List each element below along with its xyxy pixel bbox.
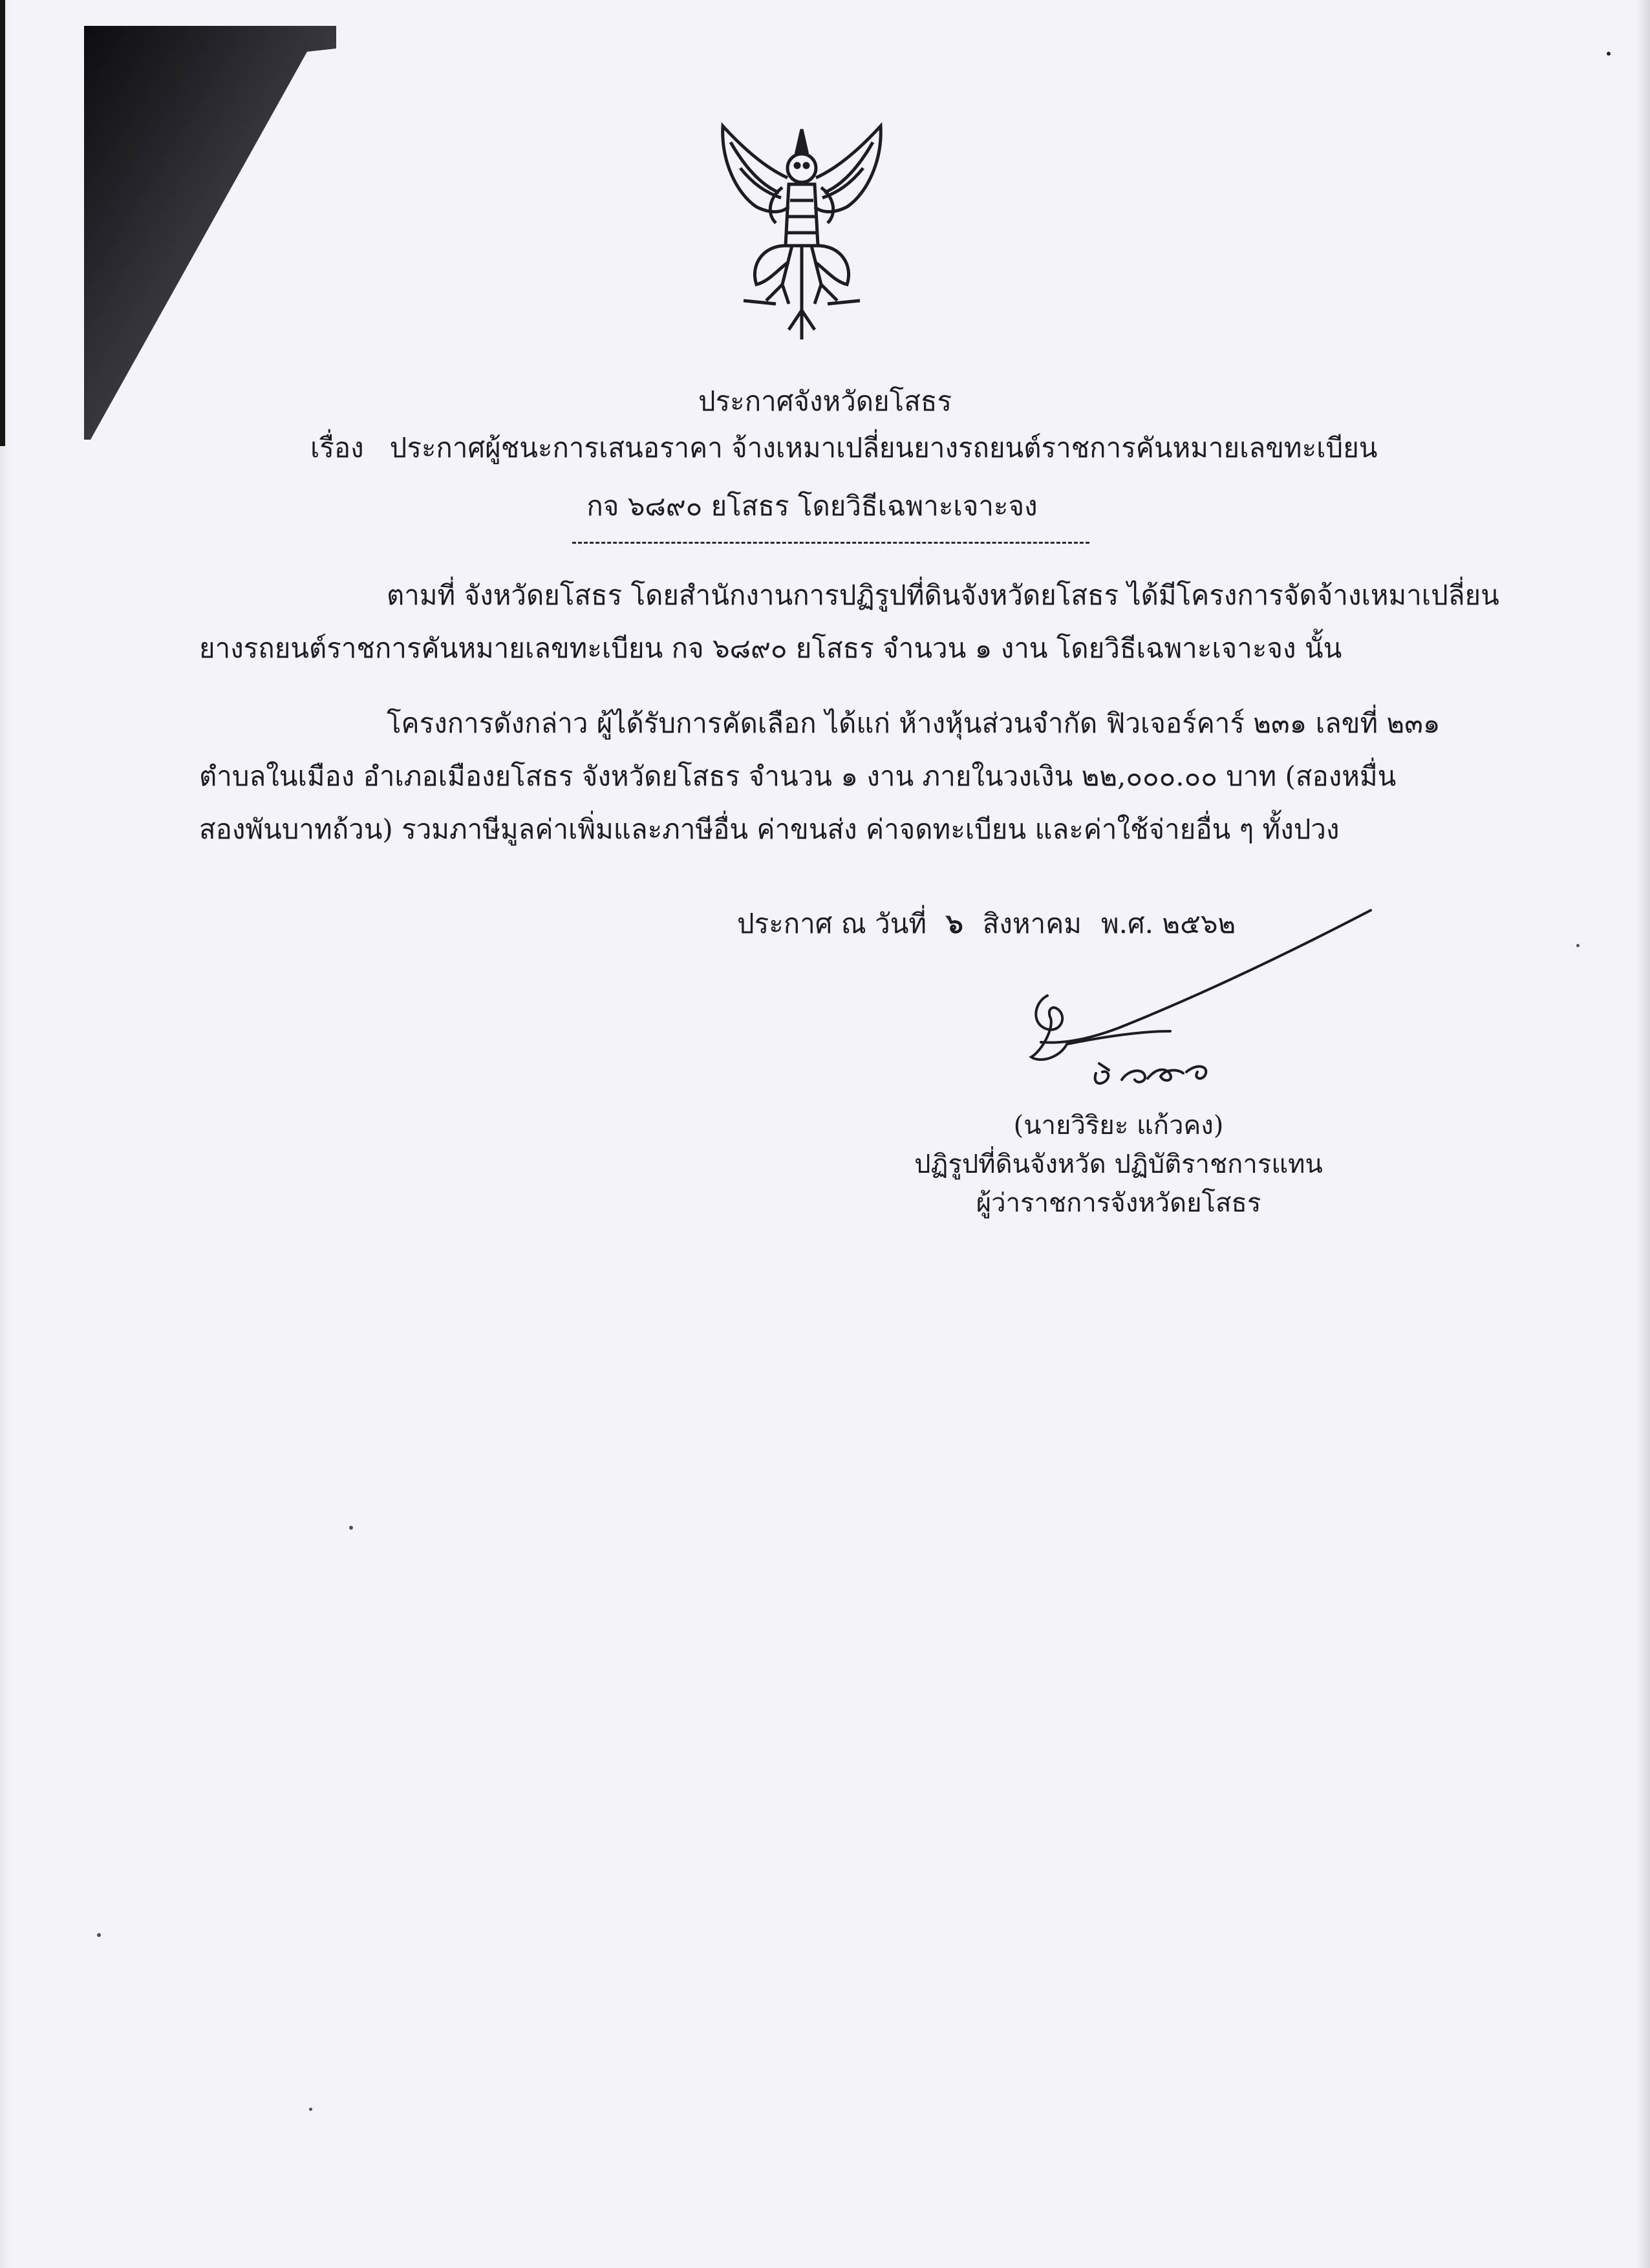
scan-speck — [1576, 944, 1580, 947]
date-day: ๖ — [946, 908, 963, 939]
garuda-emblem-icon — [705, 116, 899, 356]
paragraph-1-line-1: ตามที่ จังหวัดยโสธร โดยสำนักงานการปฏิรูปที่ดินจังหวัดยโสธร ได้มีโครงการจัดจ้างเหมาเปลี่ยน — [387, 579, 1499, 611]
date-year: พ.ศ. ๒๕๖๒ — [1100, 908, 1236, 939]
scan-right-edge — [1637, 0, 1650, 2268]
handwritten-signature — [970, 899, 1384, 1112]
scan-speck — [97, 1933, 101, 1937]
separator-line — [572, 542, 1089, 544]
date-prefix: ประกาศ ณ วันที่ — [737, 908, 927, 939]
paragraph-2-line-1: โครงการดังกล่าว ผู้ได้รับการคัดเลือก ได้แก่ ห้างหุ้นส่วนจำกัด ฟิวเจอร์คาร์ ๒๓๑ เลขที่ ๒๓๑ — [387, 707, 1441, 739]
paragraph-1-line-2: ยางรถยนต์ราชการคันหมายเลขทะเบียน กจ ๖๘๙๐ ยโสธร จำนวน ๑ งาน โดยวิธีเฉพาะเจาะจง นั้น — [199, 632, 1342, 664]
document-title: ประกาศจังหวัดยโสธร — [698, 385, 952, 417]
scan-speck — [1607, 52, 1611, 56]
signer-position-2: ผู้ว่าราชการจังหวัดยโสธร — [976, 1188, 1261, 1218]
subject-text: ประกาศผู้ชนะการเสนอราคา จ้างเหมาเปลี่ยนยางรถยนต์ราชการคันหมายเลขทะเบียน — [389, 432, 1378, 464]
paragraph-2 — [199, 697, 1441, 856]
signer-name: (นายวิริยะ แก้วคง) — [1013, 1111, 1224, 1140]
subject-line-2: กจ ๖๘๙๐ ยโสธร โดยวิธีเฉพาะเจาะจง — [586, 490, 1038, 522]
subject-line — [310, 427, 1378, 469]
paragraph-1 — [199, 569, 1499, 675]
date-month: สิงหาคม — [982, 908, 1082, 939]
scan-speck — [349, 1526, 353, 1530]
paragraph-2-line-3: สองพันบาทถ้วน) รวมภาษีมูลค่าเพิ่มและภาษีอื่น ค่าขนส่ง ค่าจดทะเบียน และค่าใช้จ่ายอื่น ๆ ทั้งปวง — [199, 813, 1340, 845]
paragraph-2-line-2: ตำบลในเมือง อำเภอเมืองยโสธร จังหวัดยโสธร จำนวน ๑ งาน ภายในวงเงิน ๒๒,๐๐๐.๐๐ บาท (สองหมื่น — [199, 760, 1397, 792]
signer-position-1: ปฏิรูปที่ดินจังหวัด ปฏิบัติราชการแทน — [914, 1150, 1323, 1179]
scan-speck — [309, 2108, 312, 2111]
subject-label: เรื่อง — [310, 432, 364, 464]
